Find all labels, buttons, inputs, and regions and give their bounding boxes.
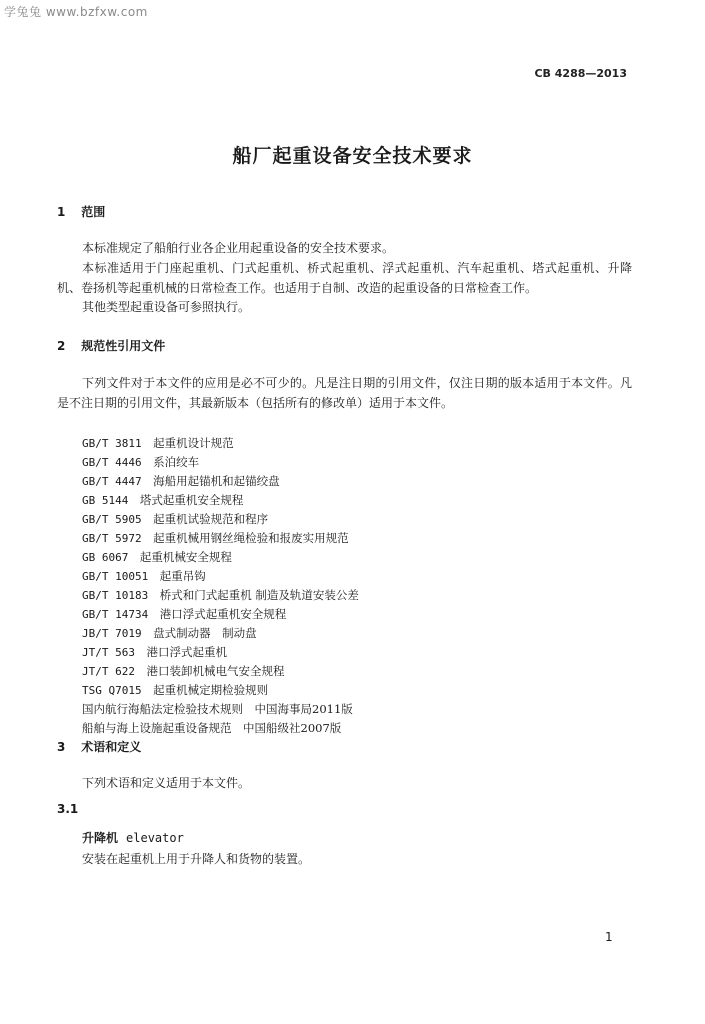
reference-code: JB/T 7019 xyxy=(82,627,142,640)
term-entry xyxy=(82,829,184,846)
list-item xyxy=(82,548,359,567)
watermark: 学兔兔 www.bzfxw.com xyxy=(4,5,148,19)
reference-code: JT/T 622 xyxy=(82,665,135,678)
section-title: 术语和定义 xyxy=(81,740,142,754)
standard-code: CB 4288—2013 xyxy=(534,67,627,80)
reference-name: 港口浮式起重机 xyxy=(146,645,227,659)
reference-list xyxy=(82,434,359,738)
reference-name: 港口浮式起重机安全规程 xyxy=(159,607,287,621)
list-item xyxy=(82,700,359,719)
section-title: 规范性引用文件 xyxy=(81,339,166,353)
reference-code: GB/T 10051 xyxy=(82,570,149,583)
list-item xyxy=(82,643,359,662)
section-title: 范围 xyxy=(81,205,106,219)
reference-name: 起重机械安全规程 xyxy=(139,550,232,564)
section-2-heading xyxy=(57,337,165,354)
page-number: 1 xyxy=(605,930,613,944)
reference-name: 系泊绞车 xyxy=(153,455,200,469)
list-item xyxy=(82,434,359,453)
reference-name: 起重机试验规范和程序 xyxy=(153,512,269,526)
list-item xyxy=(82,472,359,491)
list-item xyxy=(82,529,359,548)
reference-name: 海船用起锚机和起锚绞盘 xyxy=(153,474,280,488)
reference-code: GB/T 10183 xyxy=(82,589,149,602)
section-number: 3 xyxy=(57,740,66,754)
subsection-number: 3.1 xyxy=(57,802,79,816)
reference-name: 港口装卸机械电气安全规程 xyxy=(146,664,285,678)
reference-name: 桥式和门式起重机 制造及轨道安装公差 xyxy=(159,588,359,602)
reference-name: 起重机械用钢丝绳检验和报废实用规范 xyxy=(153,531,349,545)
reference-name: 起重机械定期检验规则 xyxy=(153,683,269,697)
list-item xyxy=(82,510,359,529)
list-item xyxy=(82,453,359,472)
reference-name: 起重吊钩 xyxy=(159,569,206,583)
reference-code: GB 6067 xyxy=(82,551,129,564)
reference-code: GB 5144 xyxy=(82,494,129,507)
section-number: 2 xyxy=(57,339,66,353)
reference-name: 国内航行海船法定检验技术规则 中国海事局2011版 xyxy=(82,702,353,716)
list-item xyxy=(82,491,359,510)
list-item xyxy=(82,662,359,681)
reference-code: GB/T 5972 xyxy=(82,532,142,545)
normative-references-intro: 下列文件对于本文件的应用是必不可少的。凡是注日期的引用文件，仅注日期的版本适用于本文件。凡是不注日期的引用文件，其最新版本（包括所有的修改单）适用于本文件。 xyxy=(57,376,632,410)
reference-name: 起重机设计规范 xyxy=(153,436,234,450)
reference-code: JT/T 563 xyxy=(82,646,135,659)
list-item xyxy=(82,605,359,624)
reference-code: GB/T 5905 xyxy=(82,513,142,526)
section-1-heading xyxy=(57,203,105,220)
scope-paragraph-3: 其他类型起重设备可参照执行。 xyxy=(82,300,251,314)
list-item xyxy=(82,567,359,586)
list-item xyxy=(82,624,359,643)
reference-name: 塔式起重机安全规程 xyxy=(139,493,244,507)
section-3-heading xyxy=(57,738,141,755)
reference-name: 盘式制动器 制动盘 xyxy=(153,626,257,640)
reference-code: GB/T 3811 xyxy=(82,437,142,450)
term-english: elevator xyxy=(126,831,184,845)
section-number: 1 xyxy=(57,205,66,219)
list-item xyxy=(82,586,359,605)
reference-code: GB/T 4447 xyxy=(82,475,142,488)
reference-code: GB/T 14734 xyxy=(82,608,149,621)
document-title: 船厂起重设备安全技术要求 xyxy=(232,145,473,167)
terms-intro: 下列术语和定义适用于本文件。 xyxy=(82,776,251,790)
term-definition: 安装在起重机上用于升降人和货物的装置。 xyxy=(82,852,311,866)
scope-paragraph-1: 本标准规定了船舶行业各企业用起重设备的安全技术要求。 xyxy=(82,241,395,255)
list-item xyxy=(82,681,359,700)
reference-code: TSG Q7015 xyxy=(82,684,142,697)
list-item xyxy=(82,719,359,738)
term-chinese: 升降机 xyxy=(82,831,119,845)
reference-name: 船舶与海上设施起重设备规范 中国船级社2007版 xyxy=(82,721,342,735)
scope-paragraph-2: 本标准适用于门座起重机、门式起重机、桥式起重机、浮式起重机、汽车起重机、塔式起重机、升降机、卷扬机等起重机械的日常检查工作。也适用于自制、改造的起重设备的日常检查工作。 xyxy=(57,261,632,295)
reference-code: GB/T 4446 xyxy=(82,456,142,469)
